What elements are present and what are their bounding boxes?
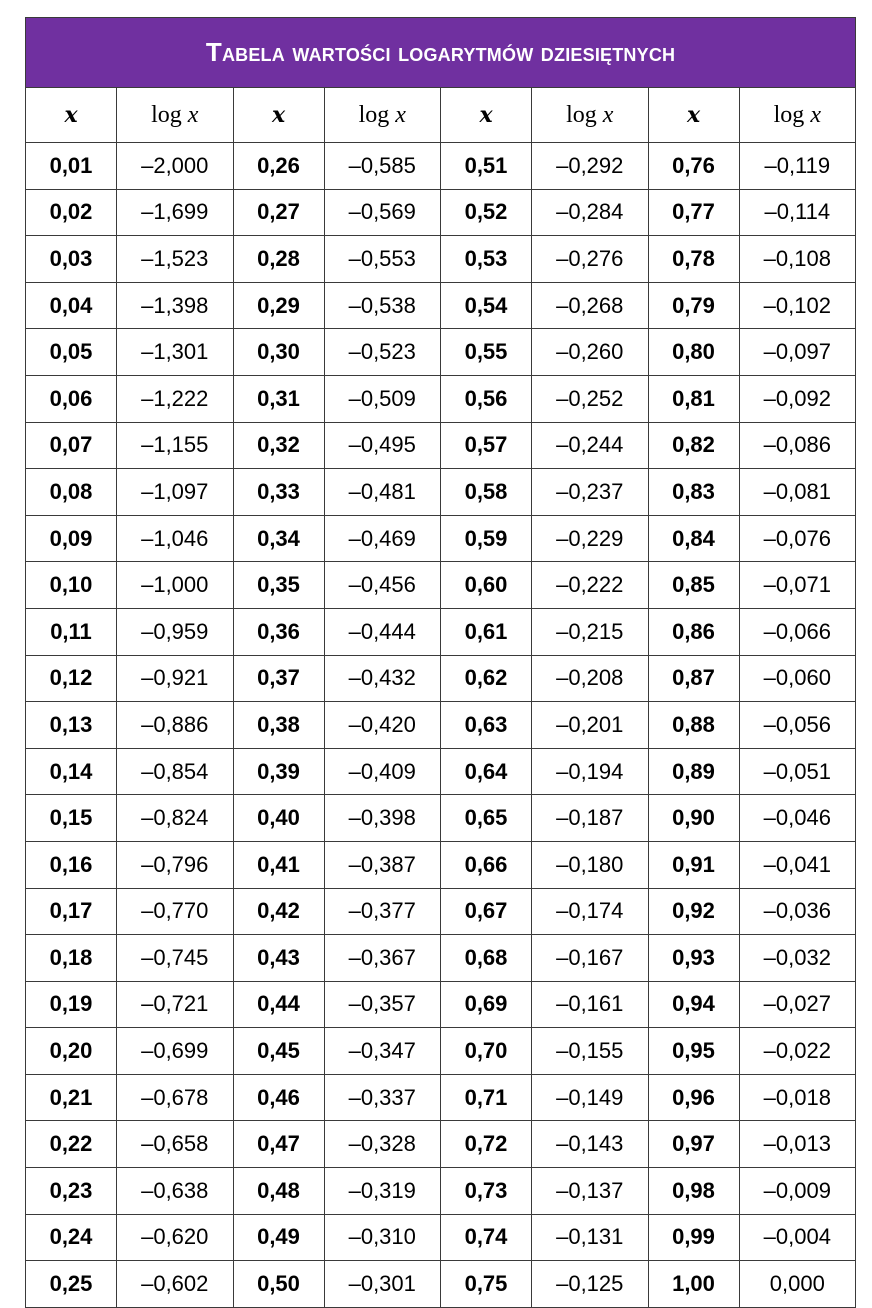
- x-value-cell: 0,76: [648, 143, 739, 190]
- log-value-cell: –0,523: [324, 329, 441, 376]
- log-value-cell: –0,745: [117, 935, 234, 982]
- x-value-cell: 0,18: [26, 935, 117, 982]
- log-value-cell: –0,086: [739, 422, 856, 469]
- log-value-cell: –1,301: [117, 329, 234, 376]
- log-value-cell: –0,319: [324, 1168, 441, 1215]
- log-value-cell: –0,143: [532, 1121, 649, 1168]
- x-value-cell: 0,01: [26, 143, 117, 190]
- x-value-cell: 0,19: [26, 981, 117, 1028]
- x-value-cell: 0,71: [441, 1074, 532, 1121]
- log-value-cell: –0,041: [739, 841, 856, 888]
- header-log-var: x: [187, 101, 199, 128]
- table-row: [26, 1214, 856, 1261]
- table-row: [26, 748, 856, 795]
- x-value-cell: 0,07: [26, 422, 117, 469]
- log-table: [25, 17, 856, 1308]
- x-value-cell: 0,37: [233, 655, 324, 702]
- x-value-cell: 0,69: [441, 981, 532, 1028]
- log-value-cell: –0,092: [739, 375, 856, 422]
- log-value-cell: –0,886: [117, 702, 234, 749]
- x-value-cell: 0,21: [26, 1074, 117, 1121]
- x-value-cell: 0,88: [648, 702, 739, 749]
- x-value-cell: 0,60: [441, 562, 532, 609]
- log-value-cell: –0,553: [324, 236, 441, 283]
- log-value-cell: –0,268: [532, 282, 649, 329]
- log-value-cell: –0,252: [532, 375, 649, 422]
- x-value-cell: 0,03: [26, 236, 117, 283]
- log-value-cell: –0,071: [739, 562, 856, 609]
- header-log-fn: log: [151, 101, 182, 128]
- x-value-cell: 0,91: [648, 841, 739, 888]
- log-value-cell: –0,699: [117, 1028, 234, 1075]
- x-value-cell: 0,86: [648, 608, 739, 655]
- x-value-cell: 0,35: [233, 562, 324, 609]
- header-log-var: x: [395, 101, 406, 128]
- x-value-cell: 0,46: [233, 1074, 324, 1121]
- log-value-cell: –0,114: [739, 189, 856, 236]
- log-value-cell: –1,000: [117, 562, 234, 609]
- log-value-cell: –0,959: [117, 608, 234, 655]
- x-value-cell: 0,43: [233, 935, 324, 982]
- log-value-cell: –0,237: [532, 469, 649, 516]
- table-title: Tabela wartości logarytmów dziesiętnych: [26, 18, 856, 88]
- table-row: [26, 608, 856, 655]
- log-value-cell: –1,155: [117, 422, 234, 469]
- header-log-x: [117, 88, 234, 143]
- log-value-cell: –0,456: [324, 562, 441, 609]
- log-value-cell: –0,155: [532, 1028, 649, 1075]
- x-value-cell: 0,90: [648, 795, 739, 842]
- x-value-cell: 0,97: [648, 1121, 739, 1168]
- log-value-cell: –0,420: [324, 702, 441, 749]
- x-value-cell: 0,47: [233, 1121, 324, 1168]
- log-value-cell: –0,036: [739, 888, 856, 935]
- x-value-cell: 0,81: [648, 375, 739, 422]
- x-value-cell: 0,55: [441, 329, 532, 376]
- table-body: [26, 143, 856, 1308]
- log-value-cell: –0,569: [324, 189, 441, 236]
- x-value-cell: 0,11: [26, 608, 117, 655]
- x-value-cell: 0,83: [648, 469, 739, 516]
- log-value-cell: –0,357: [324, 981, 441, 1028]
- log-value-cell: –0,310: [324, 1214, 441, 1261]
- log-value-cell: –0,444: [324, 608, 441, 655]
- x-value-cell: 0,93: [648, 935, 739, 982]
- log-value-cell: –0,398: [324, 795, 441, 842]
- log-value-cell: –0,244: [532, 422, 649, 469]
- header-log-x: [324, 88, 441, 143]
- log-table-container: [25, 17, 855, 1308]
- log-value-cell: –0,125: [532, 1261, 649, 1308]
- log-value-cell: –0,046: [739, 795, 856, 842]
- x-value-cell: 0,59: [441, 515, 532, 562]
- table-row: [26, 1121, 856, 1168]
- x-value-cell: 0,80: [648, 329, 739, 376]
- x-value-cell: 0,78: [648, 236, 739, 283]
- table-row: [26, 1074, 856, 1121]
- log-value-cell: –2,000: [117, 143, 234, 190]
- header-log-fn: log: [566, 101, 597, 128]
- header-log-var: x: [602, 101, 614, 128]
- x-value-cell: 0,64: [441, 748, 532, 795]
- log-value-cell: –0,260: [532, 329, 649, 376]
- x-value-cell: 0,08: [26, 469, 117, 516]
- log-value-cell: –0,824: [117, 795, 234, 842]
- x-value-cell: 0,13: [26, 702, 117, 749]
- log-value-cell: –0,602: [117, 1261, 234, 1308]
- x-value-cell: 0,41: [233, 841, 324, 888]
- table-row: [26, 981, 856, 1028]
- header-x: x: [648, 88, 739, 143]
- header-log-var: x: [810, 101, 821, 128]
- log-value-cell: –0,081: [739, 469, 856, 516]
- log-value-cell: –0,060: [739, 655, 856, 702]
- log-value-cell: –0,658: [117, 1121, 234, 1168]
- log-value-cell: –0,222: [532, 562, 649, 609]
- log-value-cell: –0,149: [532, 1074, 649, 1121]
- table-row: [26, 1028, 856, 1075]
- x-value-cell: 0,89: [648, 748, 739, 795]
- x-value-cell: 0,14: [26, 748, 117, 795]
- log-value-cell: –0,854: [117, 748, 234, 795]
- x-value-cell: 0,09: [26, 515, 117, 562]
- x-value-cell: 0,30: [233, 329, 324, 376]
- log-value-cell: –1,699: [117, 189, 234, 236]
- x-value-cell: 0,33: [233, 469, 324, 516]
- x-value-cell: 0,99: [648, 1214, 739, 1261]
- x-value-cell: 0,53: [441, 236, 532, 283]
- x-value-cell: 0,87: [648, 655, 739, 702]
- log-value-cell: –0,009: [739, 1168, 856, 1215]
- table-row: [26, 1261, 856, 1308]
- x-value-cell: 0,17: [26, 888, 117, 935]
- x-value-cell: 0,06: [26, 375, 117, 422]
- x-value-cell: 0,54: [441, 282, 532, 329]
- table-row: [26, 189, 856, 236]
- x-value-cell: 0,73: [441, 1168, 532, 1215]
- x-value-cell: 0,24: [26, 1214, 117, 1261]
- log-value-cell: –0,187: [532, 795, 649, 842]
- table-row: [26, 469, 856, 516]
- x-value-cell: 0,50: [233, 1261, 324, 1308]
- log-value-cell: –0,027: [739, 981, 856, 1028]
- x-value-cell: 0,48: [233, 1168, 324, 1215]
- log-value-cell: –0,097: [739, 329, 856, 376]
- x-value-cell: 0,66: [441, 841, 532, 888]
- x-value-cell: 0,61: [441, 608, 532, 655]
- x-value-cell: 0,57: [441, 422, 532, 469]
- x-value-cell: 0,10: [26, 562, 117, 609]
- log-value-cell: –0,770: [117, 888, 234, 935]
- log-value-cell: –1,097: [117, 469, 234, 516]
- log-value-cell: –0,131: [532, 1214, 649, 1261]
- log-value-cell: –0,620: [117, 1214, 234, 1261]
- log-value-cell: –0,538: [324, 282, 441, 329]
- log-value-cell: –0,409: [324, 748, 441, 795]
- log-value-cell: –0,276: [532, 236, 649, 283]
- log-value-cell: –0,337: [324, 1074, 441, 1121]
- log-value-cell: –0,284: [532, 189, 649, 236]
- table-row: [26, 841, 856, 888]
- log-value-cell: –0,377: [324, 888, 441, 935]
- x-value-cell: 0,68: [441, 935, 532, 982]
- log-value-cell: –0,469: [324, 515, 441, 562]
- table-row: [26, 795, 856, 842]
- x-value-cell: 0,15: [26, 795, 117, 842]
- x-value-cell: 1,00: [648, 1261, 739, 1308]
- log-value-cell: –0,194: [532, 748, 649, 795]
- x-value-cell: 0,63: [441, 702, 532, 749]
- x-value-cell: 0,67: [441, 888, 532, 935]
- x-value-cell: 0,32: [233, 422, 324, 469]
- log-value-cell: –0,432: [324, 655, 441, 702]
- x-value-cell: 0,96: [648, 1074, 739, 1121]
- x-value-cell: 0,28: [233, 236, 324, 283]
- x-value-cell: 0,38: [233, 702, 324, 749]
- log-value-cell: –0,013: [739, 1121, 856, 1168]
- x-value-cell: 0,85: [648, 562, 739, 609]
- x-value-cell: 0,16: [26, 841, 117, 888]
- x-value-cell: 0,40: [233, 795, 324, 842]
- log-value-cell: –0,638: [117, 1168, 234, 1215]
- log-value-cell: –0,032: [739, 935, 856, 982]
- table-row: [26, 935, 856, 982]
- table-row: [26, 655, 856, 702]
- log-value-cell: –0,509: [324, 375, 441, 422]
- x-value-cell: 0,23: [26, 1168, 117, 1215]
- x-value-cell: 0,29: [233, 282, 324, 329]
- x-value-cell: 0,56: [441, 375, 532, 422]
- log-value-cell: –0,328: [324, 1121, 441, 1168]
- log-value-cell: –0,347: [324, 1028, 441, 1075]
- log-value-cell: –1,398: [117, 282, 234, 329]
- x-value-cell: 0,84: [648, 515, 739, 562]
- log-value-cell: –0,796: [117, 841, 234, 888]
- x-value-cell: 0,94: [648, 981, 739, 1028]
- header-x: x: [233, 88, 324, 143]
- table-row: [26, 562, 856, 609]
- x-value-cell: 0,39: [233, 748, 324, 795]
- header-x: x: [26, 88, 117, 143]
- table-row: [26, 282, 856, 329]
- x-value-cell: 0,92: [648, 888, 739, 935]
- log-value-cell: –0,481: [324, 469, 441, 516]
- log-value-cell: –0,721: [117, 981, 234, 1028]
- x-value-cell: 0,62: [441, 655, 532, 702]
- x-value-cell: 0,04: [26, 282, 117, 329]
- table-row: [26, 1168, 856, 1215]
- x-value-cell: 0,75: [441, 1261, 532, 1308]
- x-value-cell: 0,02: [26, 189, 117, 236]
- x-value-cell: 0,98: [648, 1168, 739, 1215]
- x-value-cell: 0,36: [233, 608, 324, 655]
- x-value-cell: 0,05: [26, 329, 117, 376]
- x-value-cell: 0,79: [648, 282, 739, 329]
- table-row: [26, 888, 856, 935]
- x-value-cell: 0,95: [648, 1028, 739, 1075]
- log-value-cell: –1,523: [117, 236, 234, 283]
- log-value-cell: –0,585: [324, 143, 441, 190]
- table-row: [26, 329, 856, 376]
- table-row: [26, 375, 856, 422]
- x-value-cell: 0,77: [648, 189, 739, 236]
- log-value-cell: –0,229: [532, 515, 649, 562]
- table-row: [26, 143, 856, 190]
- x-value-cell: 0,44: [233, 981, 324, 1028]
- x-value-cell: 0,82: [648, 422, 739, 469]
- x-value-cell: 0,52: [441, 189, 532, 236]
- header-x: x: [441, 88, 532, 143]
- log-value-cell: –0,051: [739, 748, 856, 795]
- x-value-cell: 0,25: [26, 1261, 117, 1308]
- x-value-cell: 0,72: [441, 1121, 532, 1168]
- x-value-cell: 0,51: [441, 143, 532, 190]
- x-value-cell: 0,22: [26, 1121, 117, 1168]
- log-value-cell: –0,208: [532, 655, 649, 702]
- log-value-cell: –0,161: [532, 981, 649, 1028]
- x-value-cell: 0,45: [233, 1028, 324, 1075]
- table-row: [26, 422, 856, 469]
- x-value-cell: 0,26: [233, 143, 324, 190]
- x-value-cell: 0,42: [233, 888, 324, 935]
- column-header-row: [26, 88, 856, 143]
- log-value-cell: –0,056: [739, 702, 856, 749]
- log-value-cell: –0,174: [532, 888, 649, 935]
- x-value-cell: 0,20: [26, 1028, 117, 1075]
- log-value-cell: –0,678: [117, 1074, 234, 1121]
- x-value-cell: 0,27: [233, 189, 324, 236]
- log-value-cell: –0,018: [739, 1074, 856, 1121]
- log-value-cell: 0,000: [739, 1261, 856, 1308]
- x-value-cell: 0,58: [441, 469, 532, 516]
- log-value-cell: –0,495: [324, 422, 441, 469]
- x-value-cell: 0,70: [441, 1028, 532, 1075]
- log-value-cell: –0,119: [739, 143, 856, 190]
- x-value-cell: 0,65: [441, 795, 532, 842]
- table-row: [26, 515, 856, 562]
- log-value-cell: –0,301: [324, 1261, 441, 1308]
- table-row: [26, 236, 856, 283]
- header-log-fn: log: [358, 101, 390, 128]
- log-value-cell: –0,180: [532, 841, 649, 888]
- log-value-cell: –0,004: [739, 1214, 856, 1261]
- x-value-cell: 0,34: [233, 515, 324, 562]
- log-value-cell: –0,387: [324, 841, 441, 888]
- log-value-cell: –1,046: [117, 515, 234, 562]
- log-value-cell: –1,222: [117, 375, 234, 422]
- x-value-cell: 0,74: [441, 1214, 532, 1261]
- header-log-x: [739, 88, 856, 143]
- log-value-cell: –0,022: [739, 1028, 856, 1075]
- log-value-cell: –0,108: [739, 236, 856, 283]
- log-value-cell: –0,066: [739, 608, 856, 655]
- log-value-cell: –0,292: [532, 143, 649, 190]
- log-value-cell: –0,201: [532, 702, 649, 749]
- log-value-cell: –0,367: [324, 935, 441, 982]
- x-value-cell: 0,12: [26, 655, 117, 702]
- log-value-cell: –0,921: [117, 655, 234, 702]
- log-value-cell: –0,076: [739, 515, 856, 562]
- table-row: [26, 702, 856, 749]
- log-value-cell: –0,102: [739, 282, 856, 329]
- x-value-cell: 0,49: [233, 1214, 324, 1261]
- log-value-cell: –0,215: [532, 608, 649, 655]
- header-log-fn: log: [773, 101, 805, 128]
- x-value-cell: 0,31: [233, 375, 324, 422]
- header-log-x: [532, 88, 649, 143]
- log-value-cell: –0,137: [532, 1168, 649, 1215]
- log-value-cell: –0,167: [532, 935, 649, 982]
